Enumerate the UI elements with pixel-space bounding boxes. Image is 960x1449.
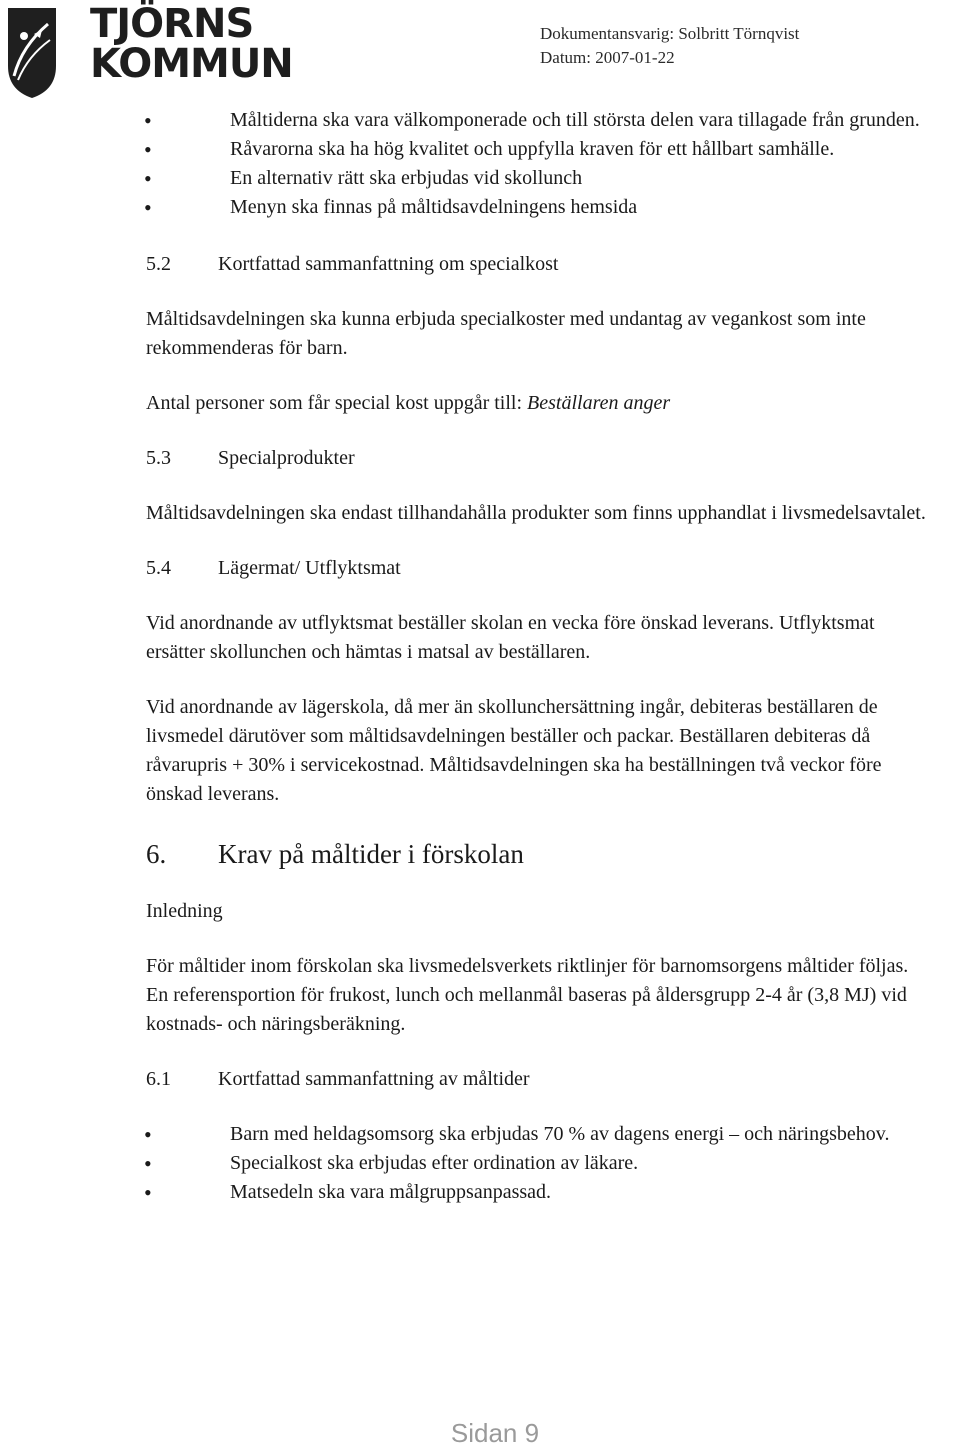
section-number: 5.4 [146, 557, 171, 579]
section-number: 5.2 [146, 253, 171, 275]
list-item: • Specialkost ska erbjudas efter ordination av läkare. [144, 1149, 936, 1178]
section-number: 6. [146, 839, 167, 869]
summary-bullet-list [146, 1120, 936, 1207]
paragraph: En referensportion för frukost, lunch och mellanmål baseras på åldersgrupp 2-4 år (3,8 MJ) vid kostnads- och näringsberäkning. [146, 984, 907, 1035]
section-number: 5.3 [146, 447, 171, 469]
section-number: 6.1 [146, 1068, 171, 1090]
list-item: • Måltiderna ska vara välkomponerade och till största delen vara tillagade från grunden. [144, 106, 936, 135]
page-header [0, 0, 960, 100]
subheading: Inledning [146, 900, 223, 922]
section-title: Krav på måltider i förskolan [218, 839, 524, 869]
intro-bullet-list [146, 106, 936, 222]
section-title: Lägermat/ Utflyktsmat [218, 557, 401, 579]
municipality-crest-icon [4, 6, 60, 100]
paragraph-text: Antal personer som får special kost uppgår till: [146, 392, 528, 414]
list-item: • Råvarorna ska ha hög kvalitet och uppfylla kraven för ett hållbart samhälle. [144, 135, 936, 164]
brand-line-2: KOMMUN [90, 41, 293, 87]
list-item: • Menyn ska finnas på måltidsavdelningens hemsida [144, 193, 936, 222]
paragraph: Vid anordnande av lägerskola, då mer än skollunchersättning ingår, debiteras beställaren de livsmedel därutöver som måltidsavdelningen beställer och packar. Beställaren debiteras då råvarupris + 30% i servicekostnad. Måltidsavdelningen ska ha beställningen två veckor före önskad leverans. [146, 696, 882, 805]
paragraph: Vid anordnande av utflyktsmat beställer skolan en vecka före önskad leverans. Utflyktsmat ersätter skollunchen och hämtas i matsal av beställaren. [146, 612, 875, 663]
paragraph [146, 389, 936, 418]
list-item: • Barn med heldagsomsorg ska erbjudas 70 % av dagens energi – och näringsbehov. [144, 1120, 936, 1149]
page-number: 9 [524, 1418, 540, 1448]
page-footer [0, 1418, 960, 1449]
section-heading-6-1 [146, 1065, 936, 1094]
document-body [146, 106, 936, 1207]
paragraph: Måltidsavdelningen ska kunna erbjuda specialkoster med undantag av vegankost som inte rekommenderas för barn. [146, 308, 866, 359]
brand-line-1: TJÖRNS [90, 1, 254, 47]
section-title: Kortfattad sammanfattning av måltider [218, 1068, 530, 1090]
section-heading-5-3 [146, 444, 936, 473]
section-title: Specialprodukter [218, 447, 355, 469]
document-meta [540, 22, 799, 70]
section-heading-6 [146, 837, 936, 871]
paragraph: För måltider inom förskolan ska livsmedelsverkets riktlinjer för barnomsorgens måltider följas. [146, 955, 909, 977]
document-responsible: Dokumentansvarig: Solbritt Törnqvist [540, 24, 800, 43]
list-item: • En alternativ rätt ska erbjudas vid skollunch [144, 164, 936, 193]
list-item: • Matsedeln ska vara målgruppsanpassad. [144, 1178, 936, 1207]
section-title: Kortfattad sammanfattning om specialkost [218, 253, 559, 275]
section-heading-5-2 [146, 250, 936, 279]
emphasis-text: Beställaren anger [527, 392, 671, 414]
page-label: Sidan [450, 1418, 518, 1448]
municipality-name [90, 1, 293, 87]
paragraph: Måltidsavdelningen ska endast tillhandahålla produkter som finns upphandlat i livsmedelsavtalet. [146, 502, 926, 524]
document-date: Datum: 2007-01-22 [540, 48, 675, 67]
section-heading-5-4 [146, 554, 936, 583]
